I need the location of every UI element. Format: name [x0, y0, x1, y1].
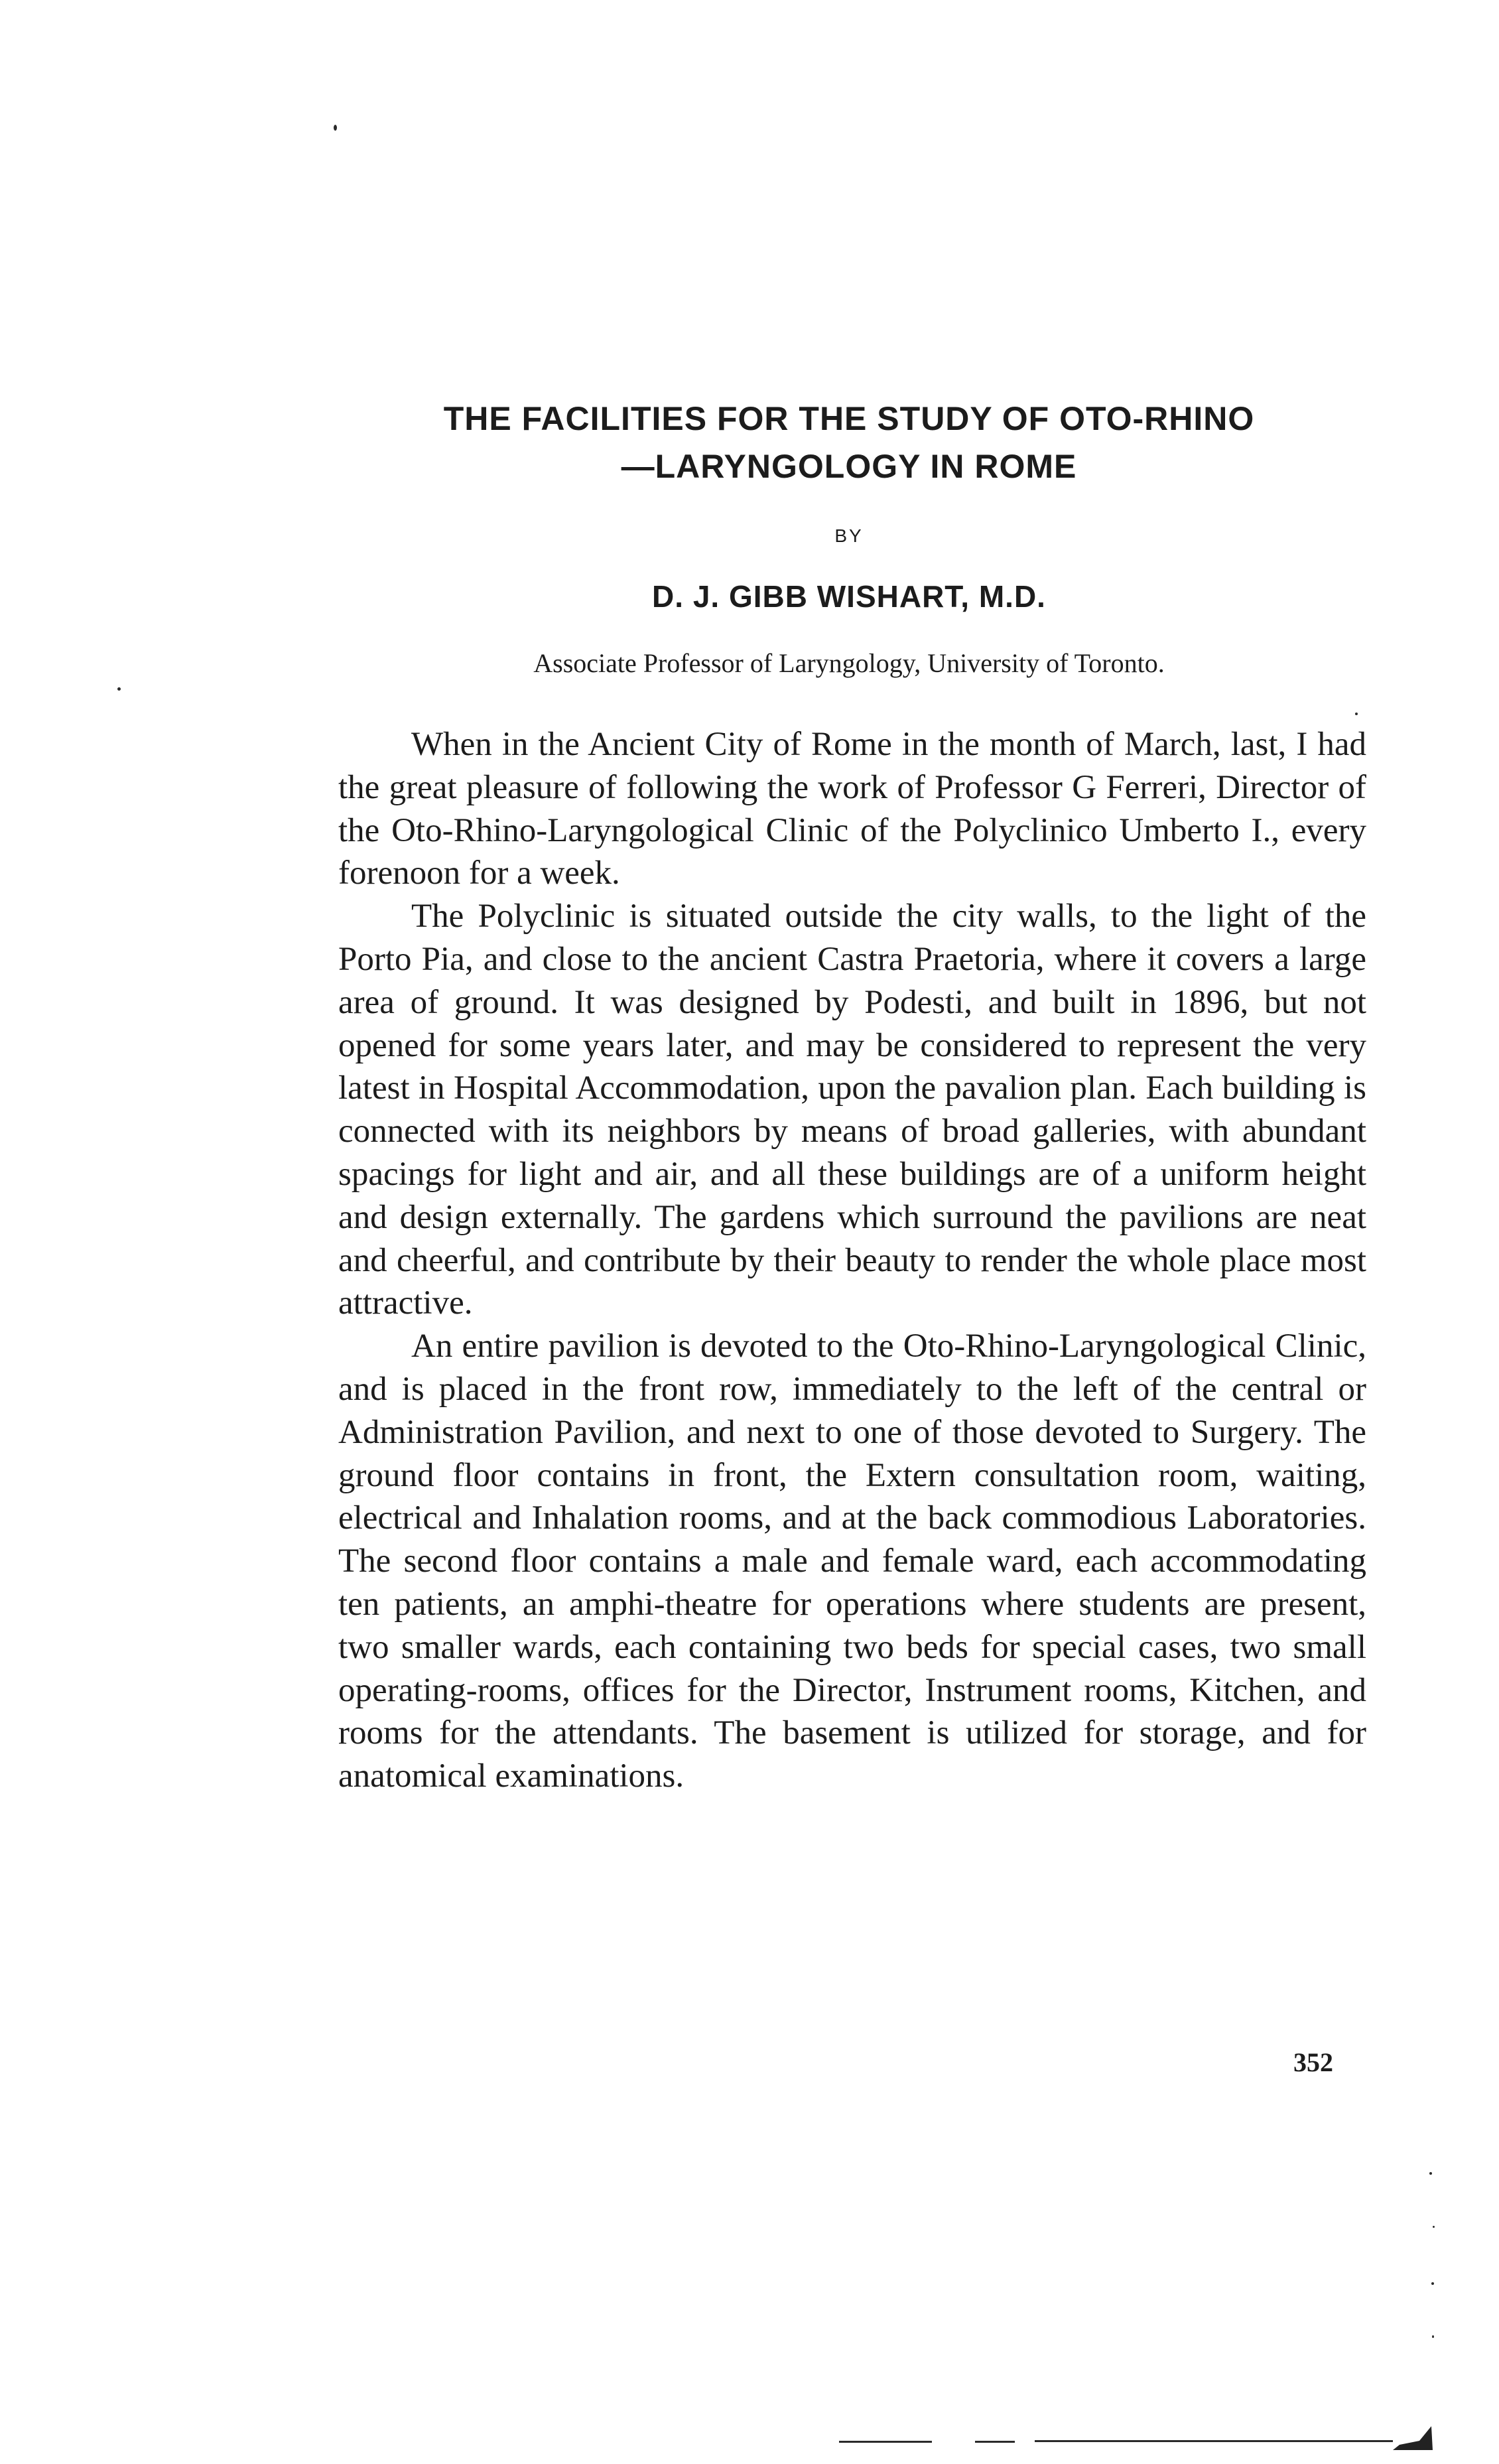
scan-speck: [1429, 2172, 1432, 2175]
paragraph: The Polyclinic is situated outside the city walls, to the light of the Porto Pia, and close to the ancient Castra Praetoria, where it covers a large area of ground. It was designed by Podesti, and built in 1896, but not opened for some years later, and may be considered to represent the very latest in Hospital Accommodation, upon the pavalion plan. Each building is connected with its neighbors by means of broad galleries, with abundant spacings for light and air, and all these buildings are of a uniform height and design externally. The gardens which surround the pavilions are neat and cheerful, and contribute by their beauty to render the whole place most attractive.: [338, 898, 1366, 1322]
author-affiliation: Associate Professor of Laryngology, University of Toronto.: [533, 648, 1165, 678]
scan-speck: [334, 125, 337, 131]
page-number: 352: [1293, 2047, 1333, 2077]
scan-edge-mark: [975, 2441, 1015, 2443]
article-body: [338, 723, 1366, 1798]
scan-speck: [1431, 2282, 1434, 2285]
byline-label: BY: [834, 525, 864, 546]
scan-speck: [1432, 2335, 1434, 2338]
paragraph: When in the Ancient City of Rome in the month of March, last, I had the great pleasure of following the work of Professor G Ferreri, Director of the Oto-Rhino-Laryngological Clinic of the Polyclinico Umberto I., every forenoon for a week.: [338, 726, 1366, 892]
article-title-line-2: —LARYNGOLOGY IN ROME: [621, 448, 1077, 485]
scan-speck: [1355, 713, 1358, 715]
scan-edge-mark: [1035, 2440, 1393, 2442]
author-name: D. J. GIBB WISHART, M.D.: [652, 579, 1046, 614]
scan-edge-smudge: [1393, 2425, 1433, 2451]
scan-speck: [117, 687, 121, 691]
article-title-line-1: THE FACILITIES FOR THE STUDY OF OTO-RHINO: [443, 400, 1255, 437]
paragraph: An entire pavilion is devoted to the Oto-Rhino-Laryngological Clinic, and is placed in the front row, immediately to the left of the central or Administration Pavilion, and next to one of those devoted to Surgery. The ground floor contains in front, the Extern consultation room, waiting, electrical and Inhalation rooms, and at the back commodious Laboratories. The second floor contains a male and female ward, each accommodating ten patients, an amphi-theatre for operations where students are present, two smaller wards, each containing two beds for special cases, two small operating-rooms, offices for the Director, Instrument rooms, Kitchen, and rooms for the attendants. The basement is utilized for storage, and for anatomical examinations.: [338, 1328, 1366, 1795]
scan-edge-mark: [839, 2441, 932, 2443]
scan-speck: [1433, 2226, 1435, 2228]
